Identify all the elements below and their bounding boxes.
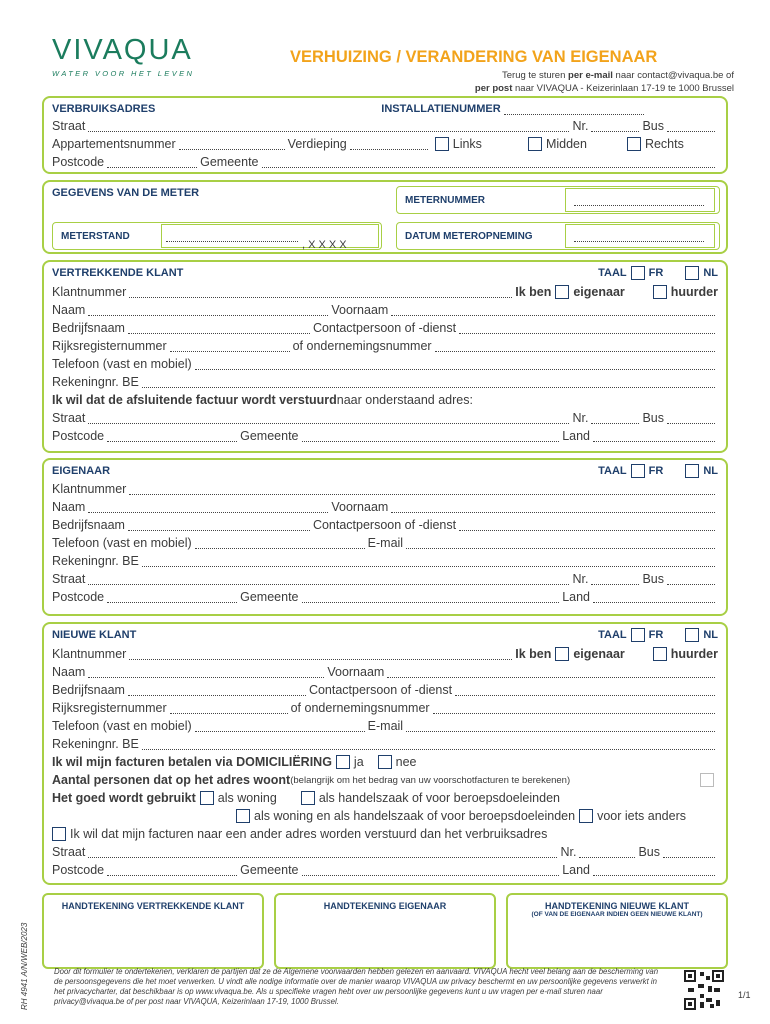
eigenaar-email-label: E-mail (367, 536, 404, 550)
vertrek-nr-field[interactable] (591, 413, 639, 424)
nieuw-voornaam-field[interactable] (387, 667, 715, 678)
nieuw-email-label: E-mail (367, 719, 404, 733)
verdieping-label: Verdieping (287, 137, 347, 151)
nieuw-fr-label: FR (648, 629, 664, 641)
nr-field[interactable] (591, 121, 639, 132)
vertrek-ikben-label: Ik ben (515, 285, 552, 299)
appartement-field[interactable] (179, 139, 285, 150)
eigenaar-klantnummer-label: Klantnummer (52, 482, 127, 496)
links-label: Links (452, 137, 482, 151)
nieuw-gemeente-field[interactable] (302, 865, 560, 876)
eigenaar-rekening-field[interactable] (142, 556, 715, 567)
nieuw-nl-checkbox[interactable] (685, 628, 699, 642)
postcode-label: Postcode (52, 155, 105, 169)
nieuw-klantnummer-field[interactable] (129, 649, 512, 660)
nieuw-postcode-label: Postcode (52, 863, 105, 877)
vertrek-fr-checkbox[interactable] (631, 266, 645, 280)
brand-tagline: WATER VOOR HET LEVEN (52, 69, 195, 78)
eigenaar-postcode-field[interactable] (107, 592, 237, 603)
meternummer-label: METERNUMMER (405, 195, 485, 206)
vertrek-straat-field[interactable] (88, 413, 569, 424)
vertrek-postcode-label: Postcode (52, 429, 105, 443)
nieuw-nee-checkbox[interactable] (378, 755, 392, 769)
eigenaar-fr-checkbox[interactable] (631, 464, 645, 478)
straat-label: Straat (52, 119, 86, 133)
straat-field[interactable] (88, 121, 569, 132)
vertrek-nr-label: Nr. (572, 411, 589, 425)
meter-heading: GEGEVENS VAN DE METER (52, 187, 200, 199)
signature-nieuw-label: HANDTEKENING NIEUWE KLANT (545, 901, 689, 911)
vertrek-postcode-field[interactable] (107, 431, 237, 442)
eigenaar-taal-label: TAAL (598, 465, 627, 477)
nieuw-ikben-label: Ik ben (515, 647, 552, 661)
nieuw-eigenaar-label: eigenaar (573, 647, 625, 661)
eigenaar-land-field[interactable] (593, 592, 715, 603)
signature-eigenaar-box[interactable] (274, 893, 496, 969)
eigenaar-telefoon-field[interactable] (195, 538, 365, 549)
vertrek-eigenaar-checkbox[interactable] (555, 285, 569, 299)
meternummer-field[interactable] (565, 188, 715, 212)
installatienummer-field[interactable] (504, 104, 644, 115)
meterstand-label: METERSTAND (61, 231, 130, 242)
nieuw-contact-field[interactable] (455, 685, 715, 696)
nieuw-handel-label: als handelszaak of voor beroepsdoeleinden (318, 791, 560, 805)
nr-label: Nr. (572, 119, 589, 133)
nieuw-bus-field[interactable] (663, 847, 715, 858)
eigenaar-voornaam-label: Voornaam (331, 500, 389, 514)
eigenaar-nr-field[interactable] (591, 574, 639, 585)
nieuw-bus-label: Bus (638, 845, 660, 859)
eigenaar-naam-label: Naam (52, 500, 86, 514)
footer-disclaimer: Door dit formulier te ondertekenen, verklaren de partijen dat ze de Algemene voorwaarden hebben gelezen en aanvaard. VIVAQUA hecht veel belang aan de bescherming van de persoonsgegevens die het moet verwerken. U vindt alle nodige informatie over de manier waarop VIVAQUA uw privacy beschermt en uw persoonlijke gegevens verwerkt in het privacycharter, dat beschikbaar is op www.vivaqua.be. Als u specifieke vragen hebt over uw persoonlijke gegevens kunt u uw vragen per e-mail sturen naar privacy@vivaqua.be of per post naar VIVAQUA, Keizerinlaan 17-19, 1000 Brussel. (54, 967, 659, 1006)
nieuw-huurder-label: huurder (670, 647, 718, 661)
midden-checkbox[interactable] (528, 137, 542, 151)
datum-box (396, 222, 720, 250)
nieuw-ja-label: ja (353, 755, 364, 769)
signature-eigenaar-label: HANDTEKENING EIGENAAR (323, 901, 447, 911)
nieuw-eigenaar-checkbox[interactable] (555, 647, 569, 661)
eigenaar-rekening-label: Rekeningnr. BE (52, 554, 139, 568)
form-title: VERHUIZING / VERANDERING VAN EIGENAAR (290, 48, 658, 66)
vertrek-voornaam-field[interactable] (391, 305, 715, 316)
page-number: 1/1 (738, 990, 751, 1000)
nieuw-domi-label: Ik wil mijn facturen betalen via DOMICILIËRING (52, 755, 332, 769)
vertrek-huurder-label: huurder (670, 285, 718, 299)
vertrek-naam-label: Naam (52, 303, 86, 317)
vertrek-rekening-label: Rekeningnr. BE (52, 375, 139, 389)
nieuw-ja-checkbox[interactable] (336, 755, 350, 769)
verbruiksadres-heading: VERBRUIKSADRES (52, 103, 156, 115)
eigenaar-gemeente-field[interactable] (302, 592, 560, 603)
vertrek-heading: VERTREKKENDE KLANT (52, 267, 184, 279)
vertrek-factuur-rest: naar onderstaand adres: (336, 393, 473, 407)
vertrek-factuur-label: Ik wil dat de afsluitende factuur wordt verstuurd (52, 393, 337, 407)
vertrek-taal-label: TAAL (598, 267, 627, 279)
eigenaar-gemeente-label: Gemeente (240, 590, 299, 604)
nieuw-nl-label: NL (703, 629, 718, 641)
nieuw-iets-checkbox[interactable] (579, 809, 593, 823)
nieuw-gebruik-label: Het goed wordt gebruikt (52, 791, 196, 805)
vertrek-land-field[interactable] (593, 431, 715, 442)
nieuw-aantal-field[interactable] (700, 773, 714, 787)
vertrek-nl-label: NL (703, 267, 718, 279)
eigenaar-fr-label: FR (648, 465, 664, 477)
meternummer-box (396, 186, 720, 214)
vertrek-rijks-field[interactable] (170, 341, 290, 352)
nieuw-huurder-checkbox[interactable] (653, 647, 667, 661)
nieuw-onderneming-label: of ondernemingsnummer (290, 701, 430, 715)
nieuw-straat-label: Straat (52, 845, 86, 859)
signature-vertrek-label: HANDTEKENING VERTREKKENDE KLANT (61, 901, 245, 911)
vertrek-fr-label: FR (648, 267, 664, 279)
postcode-field[interactable] (107, 157, 197, 168)
eigenaar-straat-label: Straat (52, 572, 86, 586)
nieuw-klantnummer-label: Klantnummer (52, 647, 127, 661)
form-code: RH 4941 A/N/WEB/2023 (20, 922, 29, 1010)
vertrek-gemeente-field[interactable] (302, 431, 560, 442)
signature-vertrek-box[interactable] (42, 893, 264, 969)
vertrek-bus-field[interactable] (667, 413, 715, 424)
vertrek-land-label: Land (562, 429, 590, 443)
nieuw-bedrijfsnaam-label: Bedrijfsnaam (52, 683, 125, 697)
vertrek-bus-label: Bus (642, 411, 664, 425)
datum-field[interactable] (565, 224, 715, 248)
nieuw-bedrijfsnaam-field[interactable] (128, 685, 306, 696)
installatienummer-label: INSTALLATIENUMMER (381, 103, 501, 115)
vivaqua-logo (52, 34, 212, 78)
nieuw-naam-field[interactable] (88, 667, 324, 678)
eigenaar-voornaam-field[interactable] (391, 502, 715, 513)
signature-nieuw-box[interactable] (506, 893, 728, 969)
vertrek-voornaam-label: Voornaam (331, 303, 389, 317)
eigenaar-bus-label: Bus (642, 572, 664, 586)
nieuw-ander-adres-label: Ik wil dat mijn facturen naar een ander adres worden verstuurd dan het verbruiksadres (70, 827, 548, 841)
nieuw-rekening-label: Rekeningnr. BE (52, 737, 139, 751)
nieuw-land-field[interactable] (593, 865, 715, 876)
nieuw-rijks-field[interactable] (170, 703, 288, 714)
bus-field[interactable] (667, 121, 715, 132)
vertrek-naam-field[interactable] (88, 305, 328, 316)
vertrek-rekening-field[interactable] (142, 377, 715, 388)
vertrek-contact-label: Contactpersoon of -dienst (312, 321, 457, 335)
vertrek-onderneming-label: of ondernemingsnummer (292, 339, 432, 353)
rechts-label: Rechts (644, 137, 684, 151)
eigenaar-bedrijfsnaam-field[interactable] (128, 520, 310, 531)
eigenaar-bedrijfsnaam-label: Bedrijfsnaam (52, 518, 125, 532)
nieuw-woning-label: als woning (217, 791, 277, 805)
eigenaar-telefoon-label: Telefoon (vast en mobiel) (52, 536, 192, 550)
meter-section (42, 180, 728, 254)
meterstand-decimals: , X X X X (302, 239, 347, 251)
eigenaar-nr-label: Nr. (572, 572, 589, 586)
nieuwe-klant-section (42, 622, 728, 885)
eigenaar-naam-field[interactable] (88, 502, 328, 513)
nieuw-woning-checkbox[interactable] (200, 791, 214, 805)
gemeente-field[interactable] (262, 157, 716, 168)
eigenaar-straat-field[interactable] (88, 574, 569, 585)
vertrek-straat-label: Straat (52, 411, 86, 425)
vertrek-bedrijfsnaam-field[interactable] (128, 323, 310, 334)
meterstand-box (52, 222, 382, 250)
vertrek-gemeente-label: Gemeente (240, 429, 299, 443)
qr-code-icon (684, 970, 724, 1010)
nieuw-aantal-note: (belangrijk om het bedrag van uw voorschotfacturen te berekenen) (290, 774, 571, 786)
nieuw-naam-label: Naam (52, 665, 86, 679)
midden-label: Midden (545, 137, 587, 151)
vertrekkende-klant-section (42, 260, 728, 453)
nieuw-nr-label: Nr. (560, 845, 577, 859)
eigenaar-land-label: Land (562, 590, 590, 604)
vertrek-klantnummer-label: Klantnummer (52, 285, 127, 299)
eigenaar-nl-label: NL (703, 465, 718, 477)
meterstand-field[interactable] (161, 224, 379, 251)
nieuw-straat-field[interactable] (88, 847, 557, 858)
vertrek-nl-checkbox[interactable] (685, 266, 699, 280)
appartement-label: Appartementsnummer (52, 137, 176, 151)
vertrek-rijks-label: Rijksregisternummer (52, 339, 167, 353)
nieuw-ander-adres-checkbox[interactable] (52, 827, 66, 841)
vertrek-huurder-checkbox[interactable] (653, 285, 667, 299)
nieuw-contact-label: Contactpersoon of -dienst (308, 683, 453, 697)
nieuw-taal-label: TAAL (598, 629, 627, 641)
nieuw-rijks-label: Rijksregisternummer (52, 701, 167, 715)
eigenaar-contact-field[interactable] (459, 520, 715, 531)
datum-label: DATUM METEROPNEMING (405, 231, 533, 242)
return-info: Terug te sturen per e-mail naar contact@vivaqua.be of per post naar VIVAQUA - Keizerinlaan 17-19 te 1000 Brussel (474, 70, 734, 94)
verdieping-field[interactable] (350, 139, 428, 150)
nieuw-onderneming-field[interactable] (433, 703, 715, 714)
eigenaar-nl-checkbox[interactable] (685, 464, 699, 478)
brand-name: VIVAQUA (52, 34, 193, 66)
nieuw-fr-checkbox[interactable] (631, 628, 645, 642)
vertrek-bedrijfsnaam-label: Bedrijfsnaam (52, 321, 125, 335)
verbruiksadres-section (42, 96, 728, 174)
eigenaar-email-field[interactable] (406, 538, 715, 549)
rechts-checkbox[interactable] (627, 137, 641, 151)
nieuw-iets-label: voor iets anders (597, 809, 686, 823)
eigenaar-klantnummer-field[interactable] (129, 484, 715, 495)
nieuw-heading: NIEUWE KLANT (52, 629, 137, 641)
nieuw-nee-label: nee (395, 755, 417, 769)
eigenaar-bus-field[interactable] (667, 574, 715, 585)
nieuw-rekening-field[interactable] (142, 739, 715, 750)
eigenaar-heading: EIGENAAR (52, 465, 111, 477)
vertrek-eigenaar-label: eigenaar (573, 285, 625, 299)
eigenaar-section (42, 458, 728, 616)
nieuw-email-field[interactable] (406, 721, 715, 732)
vertrek-onderneming-field[interactable] (435, 341, 715, 352)
nieuw-beide-checkbox[interactable] (236, 809, 250, 823)
nieuw-land-label: Land (562, 863, 590, 877)
vertrek-telefoon-field[interactable] (195, 359, 715, 370)
vertrek-telefoon-label: Telefoon (vast en mobiel) (52, 357, 192, 371)
vertrek-klantnummer-field[interactable] (129, 287, 512, 298)
bus-label: Bus (642, 119, 664, 133)
vertrek-contact-field[interactable] (459, 323, 715, 334)
gemeente-label: Gemeente (200, 155, 259, 169)
links-checkbox[interactable] (435, 137, 449, 151)
nieuw-beide-label: als woning en als handelszaak of voor beroepsdoeleinden (254, 809, 576, 823)
nieuw-telefoon-label: Telefoon (vast en mobiel) (52, 719, 192, 733)
nieuw-gemeente-label: Gemeente (240, 863, 299, 877)
signature-nieuw-sub: (OF VAN DE EIGENAAR INDIEN GEEN NIEUWE KLANT) (531, 911, 703, 918)
nieuw-postcode-field[interactable] (107, 865, 237, 876)
nieuw-voornaam-label: Voornaam (327, 665, 385, 679)
nieuw-handel-checkbox[interactable] (301, 791, 315, 805)
eigenaar-contact-label: Contactpersoon of -dienst (312, 518, 457, 532)
eigenaar-postcode-label: Postcode (52, 590, 105, 604)
nieuw-aantal-label: Aantal personen dat op het adres woont (52, 773, 291, 787)
nieuw-telefoon-field[interactable] (195, 721, 365, 732)
nieuw-nr-field[interactable] (579, 847, 635, 858)
